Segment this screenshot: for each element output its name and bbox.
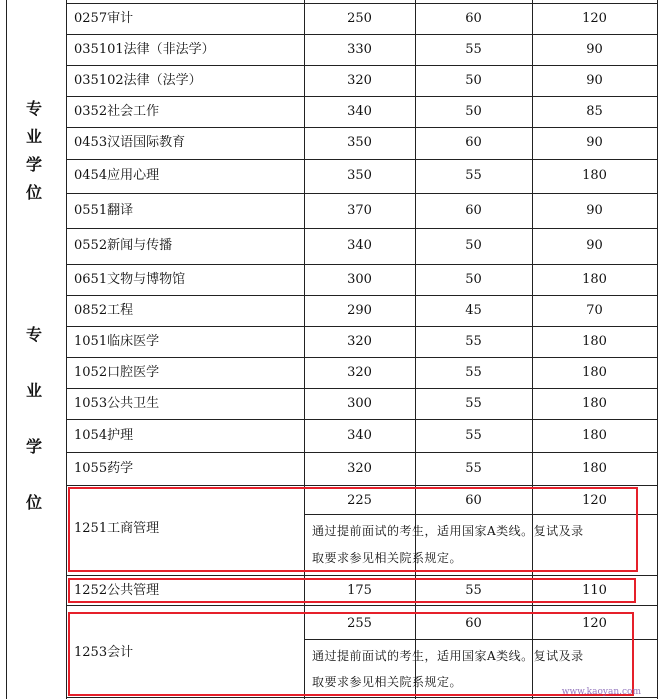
single-subject-score: 180 [582,396,607,411]
note-text: 取要求参见相关院系规定。 [312,551,463,565]
single-subject-score: 55 [465,428,482,443]
single-subject-score: 55 [465,168,482,183]
major-name: 1055药学 [74,461,134,476]
single-subject-score: 70 [586,303,603,318]
single-subject-score: 60 [465,616,482,631]
single-subject-score: 180 [582,428,607,443]
total-score: 290 [347,303,372,318]
single-subject-score: 110 [582,583,607,598]
total-score: 175 [347,583,372,598]
single-subject-score: 120 [582,11,607,26]
note-text: 通过提前面试的考生，适用国家A类线。复试及录 [312,524,584,538]
single-subject-score: 60 [465,203,482,218]
single-subject-score: 55 [465,461,482,476]
total-score: 350 [347,168,372,183]
total-score: 225 [347,493,372,508]
major-name: 0454应用心理 [74,168,160,183]
major-name: 1053公共卫生 [74,396,160,411]
total-score: 340 [347,104,372,119]
single-subject-score: 120 [582,493,607,508]
single-subject-score: 60 [465,493,482,508]
major-name: 0552新闻与传播 [74,238,173,253]
single-subject-score: 180 [582,461,607,476]
single-subject-score: 90 [586,73,603,88]
single-subject-score: 55 [465,583,482,598]
major-name: 0453汉语国际教育 [74,135,186,150]
single-subject-score: 50 [465,73,482,88]
major-name: 1253会计 [74,645,134,660]
major-name: 1052口腔医学 [74,365,160,380]
major-name: 0551翻译 [74,203,134,218]
major-name: 0352社会工作 [74,104,160,119]
total-score: 320 [347,365,372,380]
single-subject-score: 85 [586,104,603,119]
total-score: 300 [347,272,372,287]
single-subject-score: 90 [586,135,603,150]
total-score: 320 [347,73,372,88]
note-text: 通过提前面试的考生，适用国家A类线。复试及录 [312,649,584,663]
single-subject-score: 90 [586,238,603,253]
total-score: 300 [347,396,372,411]
highlight-box [68,578,636,603]
major-name: 1251工商管理 [74,521,160,536]
single-subject-score: 120 [582,616,607,631]
total-score: 350 [347,135,372,150]
total-score: 255 [347,616,372,631]
single-subject-score: 55 [465,365,482,380]
single-subject-score: 50 [465,272,482,287]
single-subject-score: 55 [465,42,482,57]
single-subject-score: 180 [582,168,607,183]
major-name: 1051临床医学 [74,334,160,349]
major-name: 0651文物与博物馆 [74,272,186,287]
table-border-right [657,0,658,699]
note-text: 取要求参见相关院系规定。 [312,675,463,689]
single-subject-score: 55 [465,396,482,411]
highlight-box [68,487,638,572]
major-name: 0852工程 [74,303,134,318]
total-score: 320 [347,334,372,349]
score-table [6,0,658,699]
single-subject-score: 90 [586,203,603,218]
major-name: 035101法律（非法学） [74,42,215,57]
watermark: www.kaoyan.com [561,687,641,697]
single-subject-score: 50 [465,238,482,253]
total-score: 330 [347,42,372,57]
major-name: 1252公共管理 [74,583,160,598]
total-score: 320 [347,461,372,476]
single-subject-score: 60 [465,11,482,26]
single-subject-score: 90 [586,42,603,57]
major-name: 035102法律（法学） [74,73,202,88]
single-subject-score: 180 [582,365,607,380]
single-subject-score: 45 [465,303,482,318]
category-label: 专 业 学 位 [25,325,42,512]
single-subject-score: 180 [582,334,607,349]
total-score: 370 [347,203,372,218]
single-subject-score: 180 [582,272,607,287]
total-score: 250 [347,11,372,26]
single-subject-score: 55 [465,334,482,349]
column-divider [66,0,67,699]
major-name: 1054护理 [74,428,134,443]
single-subject-score: 60 [465,135,482,150]
total-score: 340 [347,428,372,443]
total-score: 340 [347,238,372,253]
category-label: 专 业 学 位 [25,99,42,202]
single-subject-score: 50 [465,104,482,119]
major-name: 0257审计 [74,11,134,26]
highlight-box [68,612,634,696]
